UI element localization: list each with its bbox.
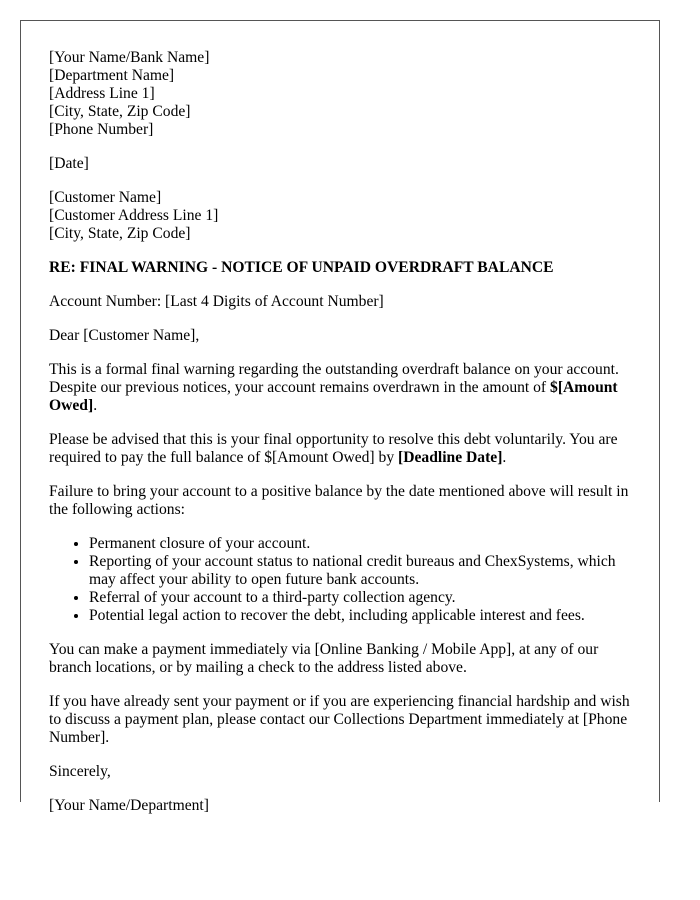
recipient-line: [Customer Name] (49, 189, 162, 206)
deadline-date: [Deadline Date] (398, 449, 503, 466)
sender-line: [Address Line 1] (49, 85, 155, 102)
paragraph-payment-options: You can make a payment immediately via [Online Banking / Mobile App], at any of our branch locations, or by mailing a check to the address listed above. (49, 641, 599, 676)
paragraph-end: . (93, 397, 98, 414)
amount-owed: $[Amount Owed] (49, 379, 618, 414)
sender-address (49, 49, 639, 139)
recipient-address (49, 189, 639, 243)
letter-date: [Date] (49, 155, 89, 172)
sender-line: [Phone Number] (49, 121, 154, 138)
letter-page (20, 20, 660, 814)
paragraph-text: This is a formal final warning regarding the outstanding overdraft balance on your account. Despite our previous notices, your account remains overdrawn in the amount of (49, 361, 619, 396)
letter-body (49, 49, 639, 831)
paragraph-text: Please be advised that this is your final opportunity to resolve this debt voluntarily. You are required to pay the full balance of $[Amount Owed] by (49, 431, 618, 466)
list-item: • Permanent closure of your account. (89, 535, 639, 553)
paragraph-end: . (502, 449, 507, 466)
list-item: • Referral of your account to a third-party collection agency. (89, 589, 639, 607)
list-item: • Reporting of your account status to national credit bureaus and ChexSystems, which may affect your ability to open future bank accounts. (89, 553, 639, 589)
recipient-line: [Customer Address Line 1] (49, 207, 219, 224)
signature: [Your Name/Department] (49, 797, 209, 814)
sender-line: [Department Name] (49, 67, 175, 84)
paragraph-consequences-intro: Failure to bring your account to a positive balance by the date mentioned above will result in the following actions: (49, 483, 629, 518)
recipient-line: [City, State, Zip Code] (49, 225, 191, 242)
list-item: • Potential legal action to recover the debt, including applicable interest and fees. (89, 607, 639, 625)
paragraph-final-warning (49, 361, 639, 415)
sender-line: [Your Name/Bank Name] (49, 49, 210, 66)
consequences-list (49, 535, 639, 625)
account-number-line: Account Number: [Last 4 Digits of Account Number] (49, 293, 384, 310)
sender-line: [City, State, Zip Code] (49, 103, 191, 120)
paragraph-deadline (49, 431, 639, 467)
salutation: Dear [Customer Name], (49, 327, 200, 344)
subject-line: RE: FINAL WARNING - NOTICE OF UNPAID OVERDRAFT BALANCE (49, 259, 554, 276)
closing: Sincerely, (49, 763, 111, 780)
paragraph-hardship: If you have already sent your payment or if you are experiencing financial hardship and wish to discuss a payment plan, please contact our Collections Department immediately at [Phone Number]. (49, 693, 630, 746)
